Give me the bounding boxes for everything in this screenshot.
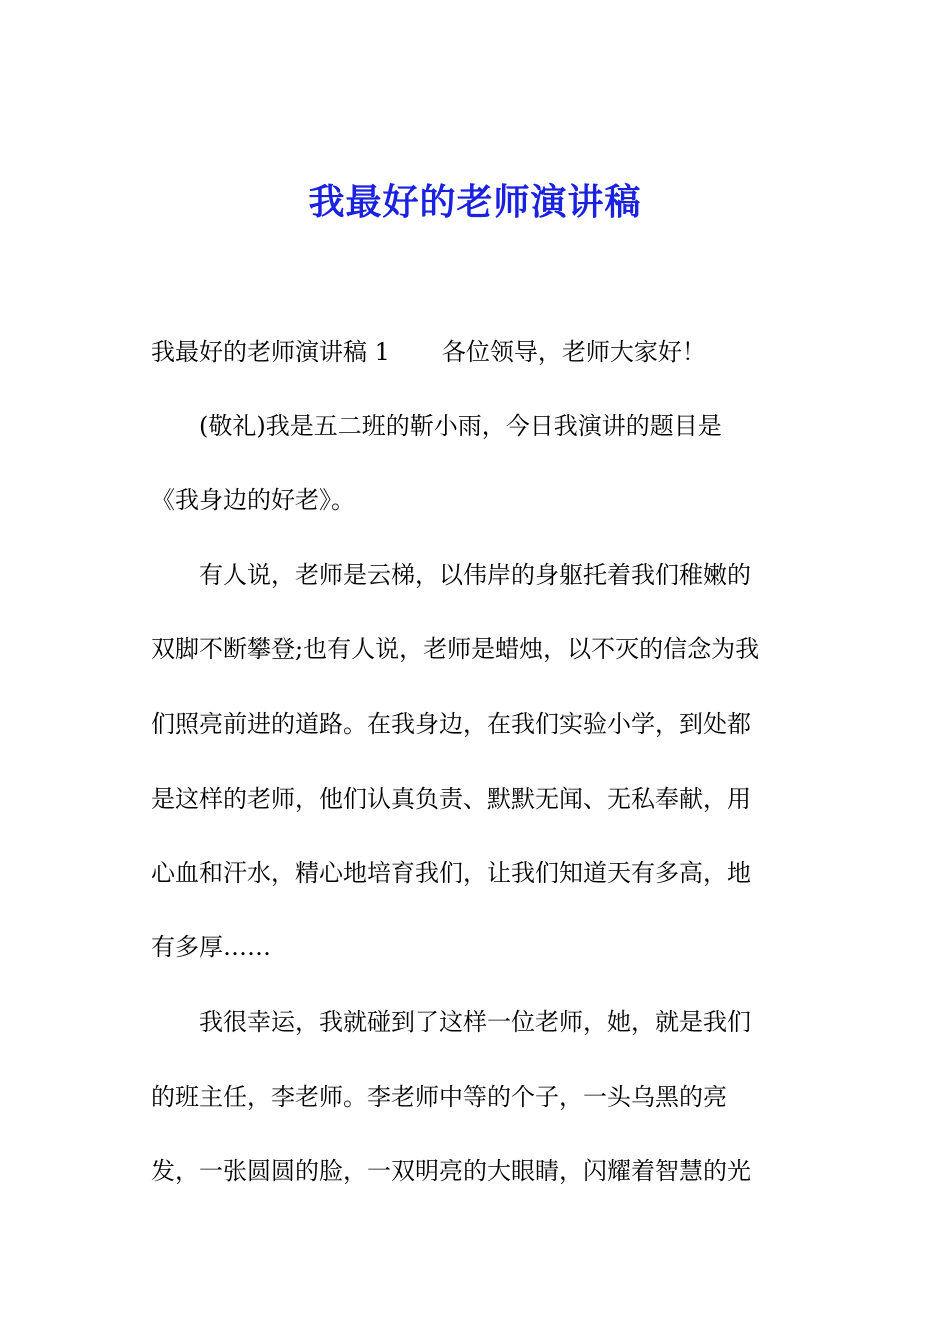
paragraph-line: 的班主任，李老师。李老师中等的个子，一头乌黑的亮 [151, 1083, 727, 1111]
paragraph-line: 心血和汗水，精心地培育我们，让我们知道天有多高，地 [151, 859, 751, 887]
greeting-text: 各位领导，老师大家好！ [441, 338, 706, 366]
paragraph-line: 双脚不断攀登;也有人说，老师是蜡烛，以不灭的信念为我 [151, 635, 760, 663]
paragraph-line [151, 334, 811, 370]
paragraph-line: 我很幸运，我就碰到了这样一位老师，她，就是我们 [151, 1008, 751, 1036]
paragraph-line: 发，一张圆圆的脸，一双明亮的大眼睛，闪耀着智慧的光 [151, 1157, 751, 1185]
paragraph-line: 有人说，老师是云梯，以伟岸的身躯托着我们稚嫩的 [151, 561, 751, 589]
paragraph-line: 《我身边的好老》。 [151, 486, 355, 514]
speech-heading: 我最好的老师演讲稿 1 [151, 338, 390, 366]
paragraph-line: 是这样的老师，他们认真负责、默默无闻、无私奉献，用 [151, 785, 751, 813]
paragraph-line: 们照亮前进的道路。在我身边，在我们实验小学，到处都 [151, 710, 751, 738]
paragraph-line: 有多厚…… [151, 933, 271, 961]
paragraph-line: (敬礼)我是五二班的靳小雨，今日我演讲的题目是 [151, 412, 722, 440]
document-title: 我最好的老师演讲稿 [308, 181, 642, 223]
